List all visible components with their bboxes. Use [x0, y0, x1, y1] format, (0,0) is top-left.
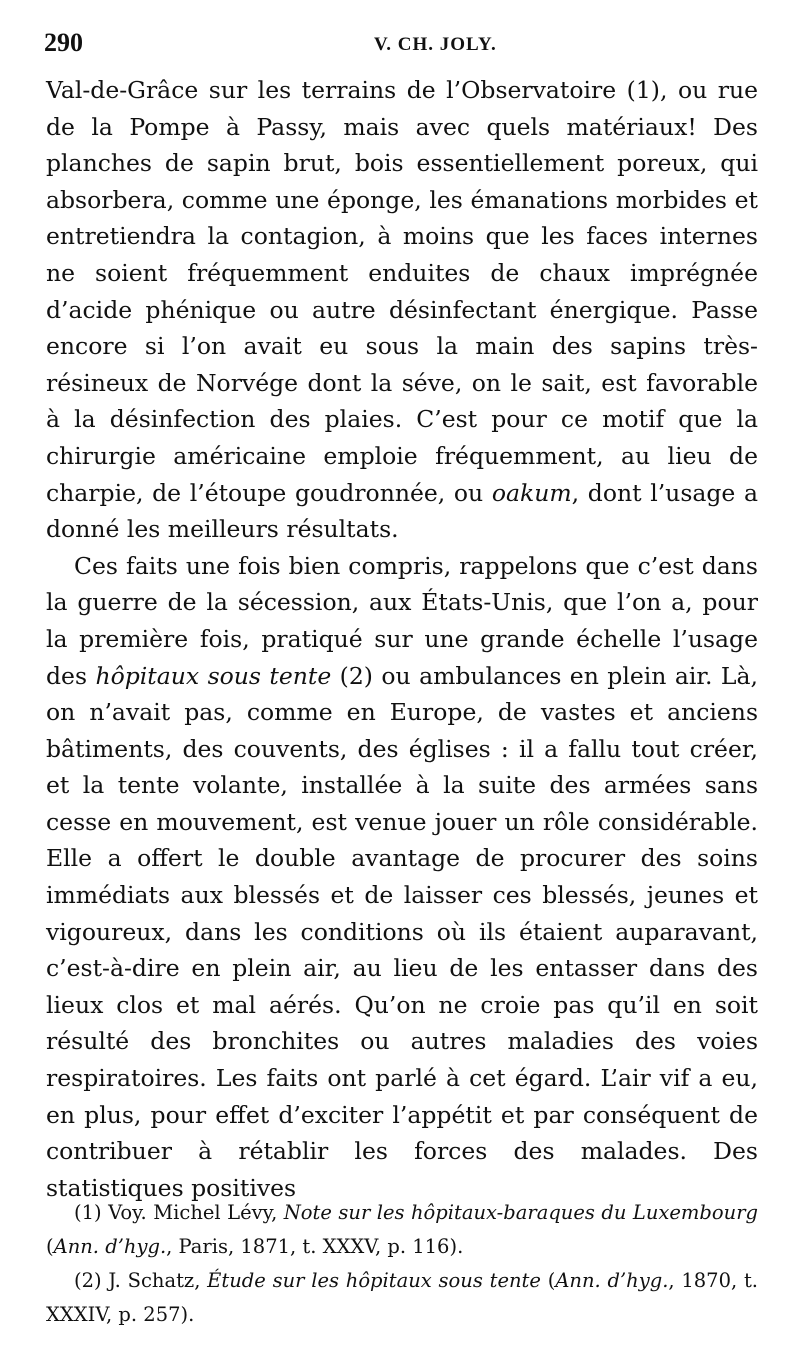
- footnote-text: (2) J. Schatz,: [74, 1269, 208, 1292]
- running-title: V. CH. JOLY.: [374, 34, 497, 55]
- footnotes: [46, 1196, 758, 1332]
- page-number: 290: [44, 28, 83, 57]
- text-run: Val-de-Grâce sur les terrains de l’Observatoire (1), ou rue de la Pompe à Passy, mais avec quels matériaux! Des planches de sapin brut, bois essentiellement poreux, qui absorbera, comme une éponge, les émanations morbides et entretiendra la contagion, à moins que les faces internes ne soient fréquemment enduites de chaux imprégnée d’acide phénique ou autre désinfectant énergique. Passe encore si l’on avait eu sous la main des sapins très-résineux de Norvége dont la séve, on le sait, est favorable à la désinfection des plaies. C’est pour ce motif que la chirurgie américaine emploie fréquemment, au lieu de charpie, de l’étoupe goudronnée, ou: [46, 76, 758, 507]
- paragraph: [46, 72, 758, 548]
- paragraph: [46, 548, 758, 1207]
- text-run: , dont l’usage a donné les meilleurs résultats.: [46, 478, 758, 544]
- footnote-title: Étude sur les hôpitaux sous tente: [207, 1269, 541, 1292]
- main-text: [46, 72, 758, 1206]
- footnote-journal: Ann. d’hyg.: [53, 1235, 167, 1258]
- footnote-title: Note sur les hôpitaux-baraques du Luxembourg: [283, 1201, 758, 1224]
- footnote: [46, 1196, 758, 1264]
- footnote-text: , 1870, t. XXXIV, p. 257).: [46, 1269, 758, 1326]
- footnote: [46, 1264, 758, 1332]
- footnote-text: (: [46, 1235, 54, 1258]
- text-run: Ces faits une fois bien compris, rappelons que c’est dans la guerre de la sécession, aux États-Unis, que l’on a, pour la première fois, pratiqué sur une grande échelle l’usage des: [46, 551, 758, 690]
- italic-term: hôpitaux sous tente: [95, 661, 332, 690]
- footnote-text: (: [540, 1269, 556, 1292]
- italic-term: oakum: [491, 478, 572, 507]
- footnote-journal: Ann. d’hyg.: [555, 1269, 669, 1292]
- footnote-text: (1) Voy. Michel Lévy,: [74, 1201, 284, 1224]
- text-run: (2) ou ambulances en plein air. Là, on n’avait pas, comme en Europe, de vastes et anciens bâtiments, des couvents, des églises : il a fallu tout créer, et la tente volante, installée à la suite des armées sans cesse en mouvement, est venue jouer un rôle considérable. Elle a offert le double avantage de procurer des soins immédiats aux blessés et de laisser ces blessés, jeunes et vigoureux, dans les conditions où ils étaient auparavant, c’est-à-dire en plein air, au lieu de les entasser dans des lieux clos et mal aérés. Qu’on ne croie pas qu’il en soit résulté des bronchites ou autres maladies des voies respiratoires. Les faits ont parlé à cet égard. L’air vif a eu, en plus, pour effet d’exciter l’appétit et par conséquent de contribuer à rétablir les forces des malades. Des statistiques positives: [46, 661, 758, 1202]
- footnote-text: , Paris, 1871, t. XXXV, p. 116).: [166, 1235, 464, 1258]
- page-header: [44, 28, 760, 68]
